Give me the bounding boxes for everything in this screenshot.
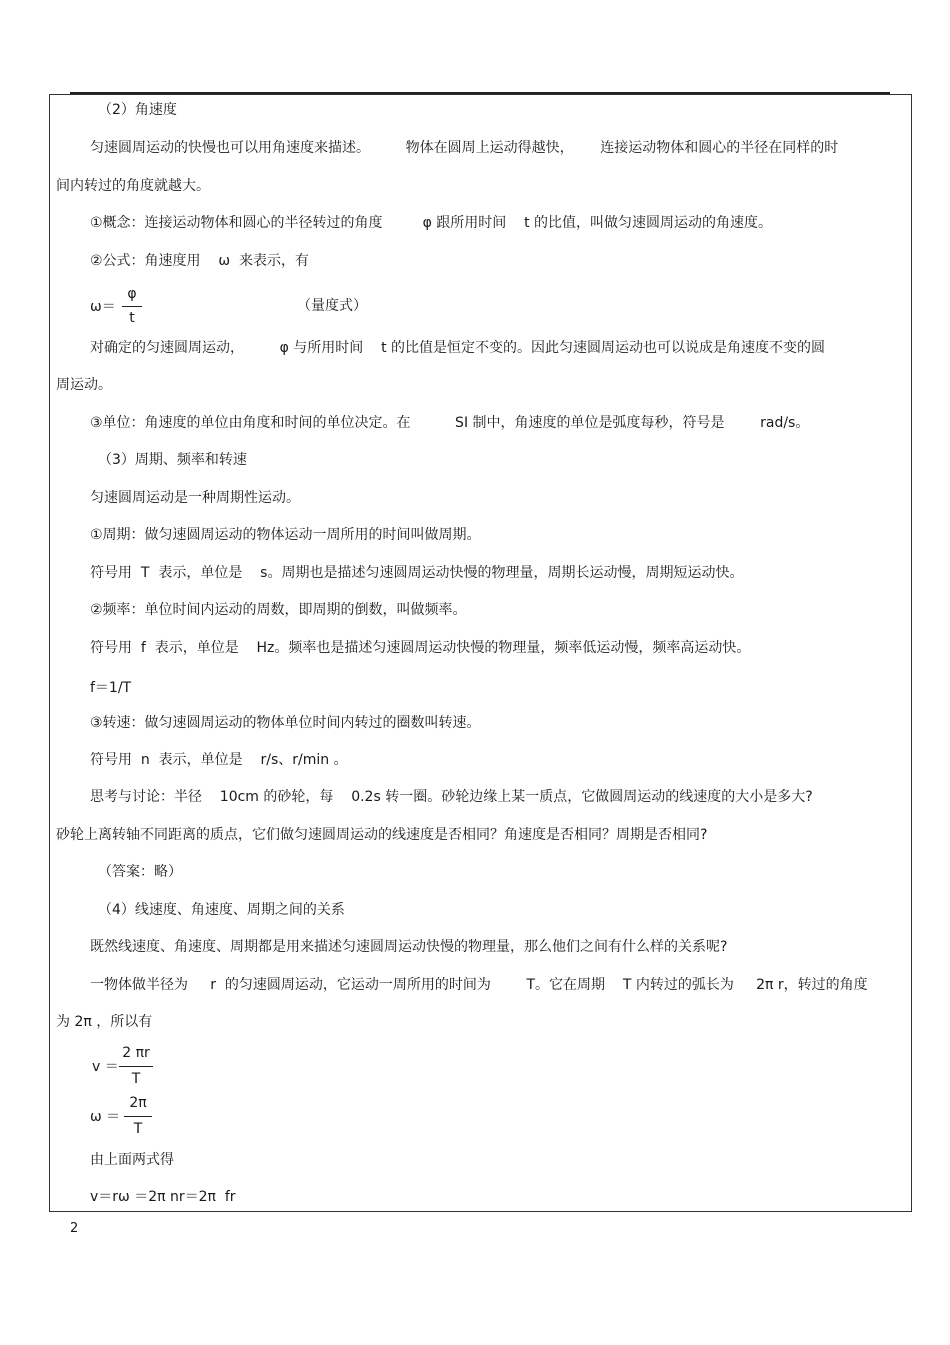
paragraph-unit: ③单位：角速度的单位由角度和时间的单位决定。在 SI 制中，角速度的单位是弧度每秒，符号是 rad/s。 (90, 415, 810, 431)
paragraph-line: 既然线速度、角速度、周期都是用来描述匀速圆周运动快慢的物理量，那么他们之间有什么样的关系呢? (90, 939, 728, 955)
paragraph-concept: ①概念：连接运动物体和圆心的半径转过的角度 φ 跟所用时间 t 的比值，叫做匀速圆周运动的角速度。 (90, 215, 773, 231)
paragraph-answer: （答案：略） (98, 864, 182, 880)
fraction-2pir-over-T (119, 1044, 153, 1090)
paragraph-line: 对确定的匀速圆周运动， φ 与所用时间 t 的比值是恒定不变的。因此匀速圆周运动也可以说成是角速度不变的圆 (90, 340, 826, 356)
heading-period-frequency: （3）周期、频率和转速 (98, 452, 247, 468)
paragraph-line: 匀速圆周运动的快慢也可以用角速度来描述。 物体在圆周上运动得越快， 连接运动物体和圆心的半径在同样的时 (90, 140, 839, 156)
paragraph-period: ①周期：做匀速圆周运动的物体运动一周所用的时间叫做周期。 (90, 527, 481, 543)
formula-omega2-lhs: ω ＝ (90, 1109, 121, 1125)
fraction-2pi-over-T (124, 1094, 152, 1140)
fraction-bar (124, 1116, 152, 1117)
fraction-numerator: φ (127, 286, 137, 302)
paragraph-line: 匀速圆周运动是一种周期性运动。 (90, 490, 300, 506)
formula-note: （量度式） (297, 298, 367, 314)
paragraph-line: 一物体做半径为 r 的匀速圆周运动，它运动一周所用的时间为 T。它在周期 T 内转过的弧长为 2π r，转过的角度 (90, 977, 868, 993)
fraction-denominator: T (133, 1121, 143, 1137)
fraction-numerator: 2 πr (122, 1045, 150, 1061)
paragraph-line: 符号用 T 表示，单位是 s。周期也是描述匀速圆周运动快慢的物理量，周期长运动慢，周期短运动快。 (90, 565, 744, 581)
paragraph-line: 由上面两式得 (90, 1152, 174, 1168)
paragraph-line: 间内转过的角度就越大。 (56, 178, 210, 194)
paragraph-line: 周运动。 (56, 377, 112, 393)
fraction-bar (122, 306, 142, 307)
formula-v-relationship: v＝rω ＝2π nr＝2π fr (90, 1189, 236, 1205)
paragraph-rotation-speed: ③转速：做匀速圆周运动的物体单位时间内转过的圈数叫转速。 (90, 715, 481, 731)
paragraph-line: 符号用 n 表示，单位是 r/s、r/min 。 (90, 752, 348, 768)
heading-relationship: （4）线速度、角速度、周期之间的关系 (98, 902, 345, 918)
heading-angular-velocity: （2）角速度 (98, 102, 177, 118)
fraction-denominator: t (129, 310, 135, 326)
paragraph-frequency: ②频率：单位时间内运动的周数，即周期的倒数，叫做频率。 (90, 602, 467, 618)
formula-f-equals: f＝1/T (90, 680, 132, 696)
page-number: 2 (70, 1221, 79, 1236)
formula-v-lhs: v ＝ (92, 1059, 119, 1075)
fraction-denominator: T (131, 1071, 141, 1087)
paragraph-formula: ②公式：角速度用 ω 来表示，有 (90, 253, 309, 269)
formula-omega-lhs: ω＝ (90, 299, 116, 315)
fraction-bar (119, 1066, 153, 1067)
paragraph-line: 为 2π ，所以有 (56, 1014, 153, 1030)
paragraph-line: 砂轮上离转轴不同距离的质点，它们做匀速圆周运动的线速度是否相同？角速度是否相同？周期是否相同? (56, 827, 708, 843)
fraction-phi-over-t (122, 285, 142, 329)
paragraph-line: 符号用 f 表示，单位是 Hz。频率也是描述匀速圆周运动快慢的物理量，频率低运动慢，频率高运动快。 (90, 640, 751, 656)
fraction-numerator: 2π (129, 1095, 147, 1111)
paragraph-discussion: 思考与讨论：半径 10cm 的砂轮，每 0.2s 转一圈。砂轮边缘上某一质点，它做圆周运动的线速度的大小是多大? (90, 789, 813, 805)
